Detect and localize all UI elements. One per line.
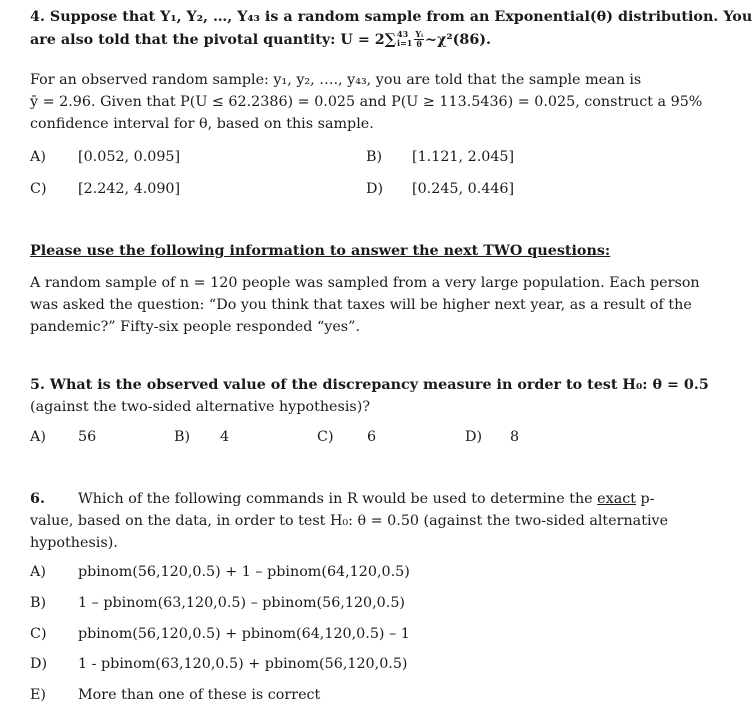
sum-limits [397,30,412,48]
question-6-number: 6. [30,491,45,507]
question-6-line-1 [30,488,653,510]
option-text: [2.242, 4.090] [78,181,181,197]
option-label: C) [30,181,47,197]
option-label: E) [30,687,47,703]
question-6-line-2: value, based on the data, in order to test H₀: θ = 0.50 (against the two-sided alternative [30,513,669,529]
pivotal-quantity-prefix: are also told that the pivotal quantity: U = 2 [30,32,385,48]
option-text: pbinom(56,120,0.5) + pbinom(64,120,0.5) – 1 [78,626,410,642]
question-4-text: 4. Suppose that Y₁, Y₂, …, Y₄₃ is a random sample from an Exponential(θ) distribution. You [30,9,752,25]
info-line: pandemic?” Fifty-six people responded “yes”. [30,319,361,335]
option-label: A) [30,564,46,580]
option-text: [1.121, 2.045] [412,149,515,165]
question-4-para-line: ȳ = 2.96. Given that P(U ≤ 62.2386) = 0.025 and P(U ≥ 113.5436) = 0.025, construct a 95% [30,94,703,110]
info-body [30,272,700,338]
fraction-numerator: Yᵢ [415,28,423,39]
question-6-text [78,488,655,510]
question-6-text-a: Which of the following commands in R would be used to determine the [78,491,598,507]
option-label: A) [30,149,46,165]
question-4-line-1 [30,6,752,28]
option-text: [0.052, 0.095] [78,149,181,165]
option-label: C) [30,626,47,642]
question-4-body [30,69,703,135]
sum-lower-limit: i=1 [397,38,413,48]
sum-upper-limit: 43 [397,29,409,39]
pivotal-formula [385,28,491,51]
info-line: A random sample of n = 120 people was sampled from a very large population. Each person [30,275,700,291]
option-text: pbinom(56,120,0.5) + 1 – pbinom(64,120,0.5) [78,564,410,580]
question-5-text: 5. What is the observed value of the discrepancy measure in order to test H₀: θ = 0.5 [30,377,709,393]
option-text: 1 - pbinom(63,120,0.5) + pbinom(56,120,0.5) [78,656,408,672]
info-heading: Please use the following information to answer the next TWO questions: [30,243,611,259]
emphasis-exact: exact [597,491,636,507]
option-label: A) [30,429,46,445]
option-label: D) [30,656,48,672]
question-5-line: (against the two-sided alternative hypothesis)? [30,399,370,415]
fraction-denominator: θ [416,38,422,49]
chi-square-distribution: ~χ²(86). [424,32,492,48]
option-text: 8 [510,429,520,445]
shared-information [30,240,653,262]
option-text: 1 – pbinom(63,120,0.5) – pbinom(56,120,0.5) [78,595,405,611]
sum-symbol: ∑ [384,30,397,48]
question-6-line-3: hypothesis). [30,535,118,551]
option-text: 56 [78,429,97,445]
option-text: More than one of these is correct [78,687,321,703]
question-5 [30,374,709,418]
option-text: 6 [367,429,377,445]
question-4-line-2 [30,28,653,50]
question-4-para-line: For an observed random sample: y₁, y₂, …., y₄₃, you are told that the sample mean is [30,72,642,88]
question-5-line [30,374,709,396]
fraction [414,30,424,49]
option-label: D) [465,429,483,445]
info-line: was asked the question: “Do you think that taxes will be higher next year, as a result of the [30,297,692,313]
option-text: [0.245, 0.446] [412,181,515,197]
question-6-text-b: p- [635,491,655,507]
option-label: B) [174,429,191,445]
question-6 [30,488,669,554]
option-label: D) [366,181,384,197]
option-label: B) [30,595,47,611]
option-label: B) [366,149,383,165]
option-text: 4 [220,429,230,445]
option-label: C) [317,429,334,445]
question-4-para-line: confidence interval for θ, based on this sample. [30,116,374,132]
question-4 [30,6,752,50]
